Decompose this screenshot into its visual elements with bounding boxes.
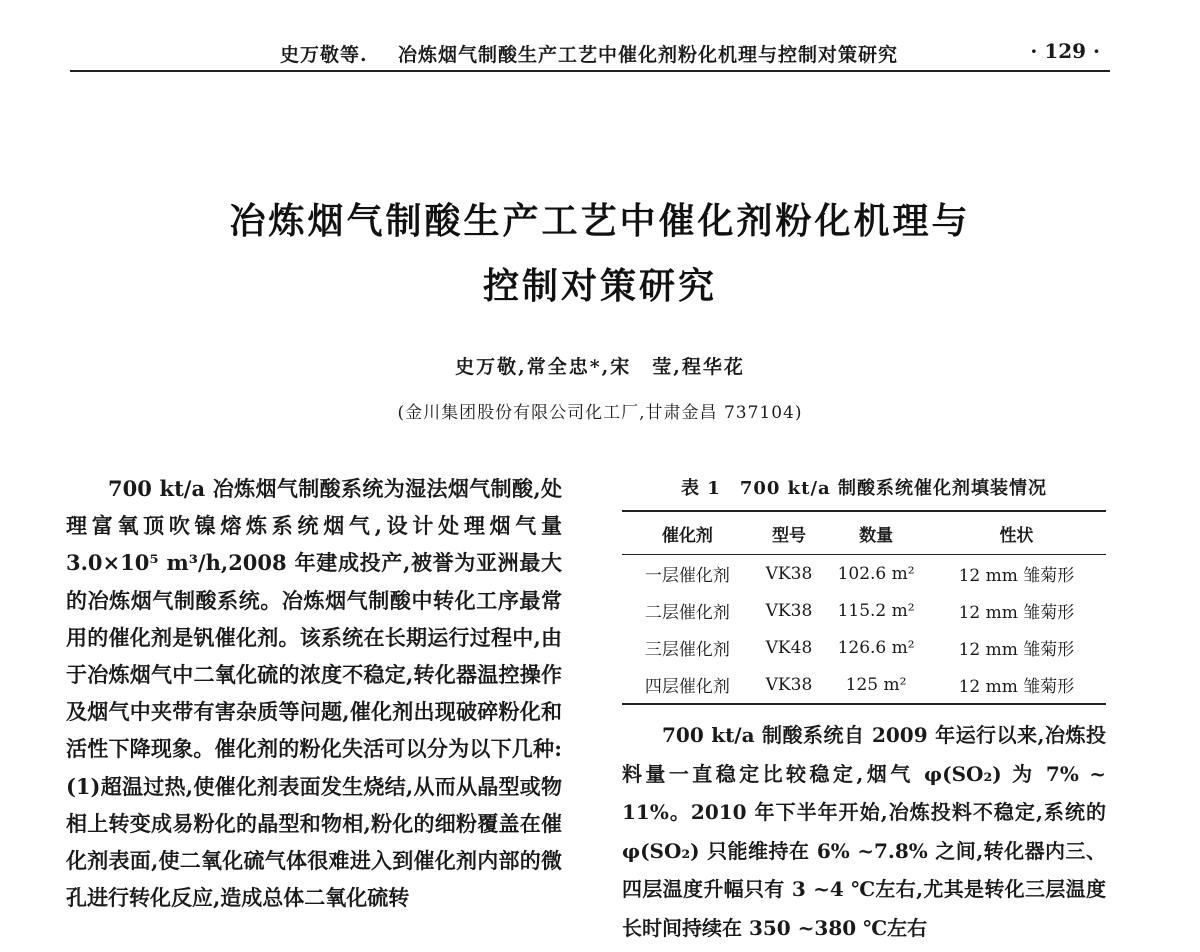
table-header-cell: 型号 (753, 511, 826, 555)
article-title-line-2: 控制对策研究 (482, 266, 717, 307)
catalyst-table (622, 510, 1106, 705)
table-header-row (622, 511, 1106, 555)
running-header-authors: 史万敬等. (280, 44, 368, 66)
table-header-cell: 催化剂 (622, 511, 753, 555)
table-cell: 126.6 m² (837, 637, 915, 658)
table-cell: 12 mm 雏菊形 (958, 677, 1075, 697)
table-row (622, 666, 1106, 704)
table-row (622, 555, 1106, 593)
table-header-cell: 性状 (927, 511, 1106, 555)
table-cell: VK38 (765, 674, 813, 695)
right-column (622, 716, 1106, 947)
table-row (622, 629, 1106, 666)
table-header-cell: 数量 (825, 511, 927, 555)
article-title-line-1: 冶炼烟气制酸生产工艺中催化剂粉化机理与 (229, 201, 971, 242)
author-list: 史万敬,常全忠*,宋 莹,程华花 (455, 356, 745, 378)
page-number: · 129 · (1030, 39, 1100, 63)
table-cell: 12 mm 雏菊形 (958, 603, 1075, 623)
running-header (70, 34, 1110, 72)
table-caption: 表 1 700 kt/a 制酸系统催化剂填装情况 (681, 478, 1047, 499)
affiliation: (金川集团股份有限公司化工厂,甘肃金昌 737104) (397, 403, 803, 423)
table-cell: VK48 (765, 637, 813, 658)
table-cell: VK38 (765, 600, 813, 621)
body-paragraph-right: 700 kt/a 制酸系统自 2009 年运行以来,冶炼投料量一直稳定比较稳定,烟气 φ(SO₂) 为 7% ~ 11%。2010 年下半年开始,冶炼投料不稳定,系统的 φ(SO₂) 只能维持在 6% ~7.8% 之间,转化器内三、四层温度升幅只有 3 ~4 ℃左右,尤其是转化三层温度长时间持续在 350 ~380 ℃左右 (622, 723, 1106, 940)
table-cell: 12 mm 雏菊形 (958, 566, 1075, 586)
table-cell: 四层催化剂 (644, 677, 730, 697)
table-cell: 12 mm 雏菊形 (958, 640, 1075, 660)
running-header-title: 冶炼烟气制酸生产工艺中催化剂粉化机理与控制对策研究 (398, 44, 899, 66)
table-cell: 一层催化剂 (644, 566, 730, 586)
table-cell: 115.2 m² (837, 600, 915, 621)
table-cell: 125 m² (845, 674, 907, 695)
table-cell: 二层催化剂 (644, 603, 730, 623)
body-paragraph-left: 700 kt/a 冶炼烟气制酸系统为湿法烟气制酸,处理富氧顶吹镍熔炼系统烟气,设计处理烟气量 3.0×10⁵ m³/h,2008 年建成投产,被誉为亚洲最大的冶炼烟气制酸系统。冶炼烟气制酸中转化工序最常用的催化剂是钒催化剂。该系统在长期运行过程中,由于冶炼烟气中二氧化硫的浓度不稳定,转化器温控操作及烟气中夹带有害杂质等问题,催化剂出现破碎粉化和活性下降现象。催化剂的粉化失活可以分为以下几种:(1)超温过热,使催化剂表面发生烧结,从而从晶型或物相上转变成易粉化的晶型和物相,粉化的细粉覆盖在催化剂表面,使二氧化硫气体很难进入到催化剂内部的微孔进行转化反应,造成总体二氧化硫转 (66, 476, 562, 911)
table-row (622, 592, 1106, 629)
left-column (66, 470, 562, 916)
table-cell: VK38 (765, 563, 813, 584)
table-cell: 102.6 m² (837, 563, 915, 584)
table-cell: 三层催化剂 (644, 640, 730, 660)
